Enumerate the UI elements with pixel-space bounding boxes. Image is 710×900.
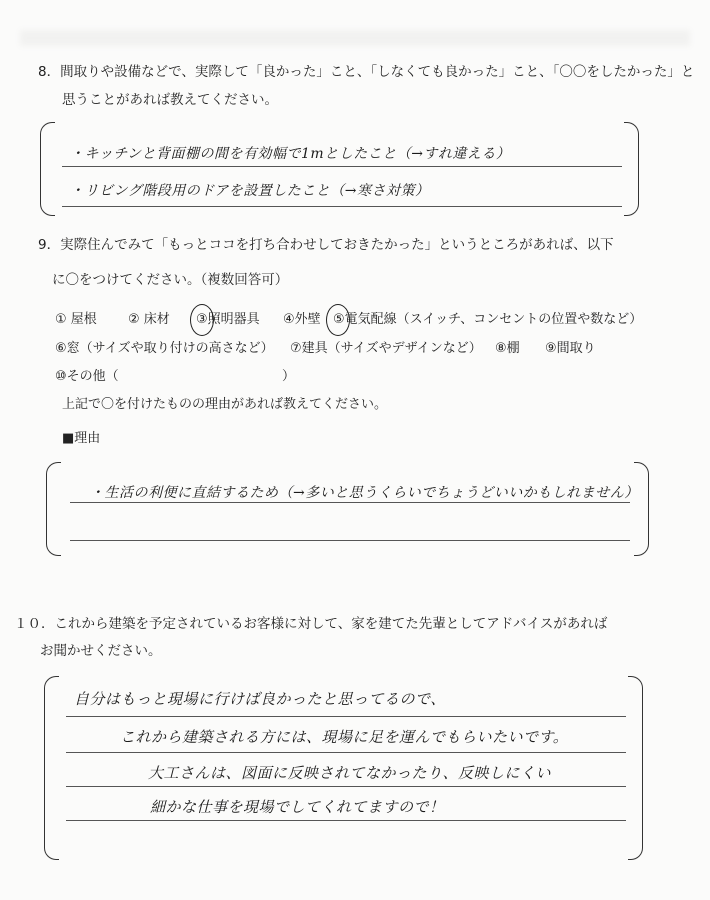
option-flooring: ② 床材 (128, 312, 170, 327)
option-window: ⑥窓（サイズや取り付けの高さなど） (55, 341, 274, 356)
option-shelf: ⑧棚 (495, 341, 520, 356)
q8-answer-bracket-left (40, 122, 55, 216)
q8-answer-line: ・リビング階段用のドアを設置したこと（→寒さ対策） (70, 183, 430, 199)
option-other-close: ） (282, 369, 296, 384)
q10-answer-rule (66, 752, 626, 753)
q10-answer-rule (66, 820, 626, 821)
q10-answer-line: これから建築される方には、現場に足を運んでもらいたいです。 (120, 728, 569, 746)
q9-text-line1: 9．実際住んでみて「もっとココを打ち合わせしておきたかった」というところがあれば、以下 (38, 237, 614, 253)
q9-reason-rule (70, 502, 630, 503)
q10-answer-bracket-right (628, 676, 643, 860)
option-fittings: ⑦建具（サイズやデザインなど） (290, 341, 482, 356)
scan-shadow (20, 30, 690, 46)
q10-answer-rule (66, 786, 626, 787)
q9-reason-prompt: 上記で〇を付けたものの理由があれば教えてください。 (62, 397, 388, 412)
option-roof: ① 屋根 (55, 312, 97, 327)
q10-text-line1: １０．これから建築を予定されているお客様に対して、家を建てた先輩としてアドバイスがあれば (14, 616, 608, 632)
option-floor-plan: ⑨間取り (545, 341, 596, 356)
q8-text-line1: 8．間取りや設備などで、実際して「良かった」こと、「しなくても良かった」こと、「〇〇をしたかった」と (38, 64, 695, 80)
q10-answer-line: 細かな仕事を現場でしてくれてますので！ (150, 798, 445, 816)
q9-text-line2: に〇をつけてください。（複数回答可） (52, 272, 289, 288)
q10-answer-bracket-left (44, 676, 59, 860)
q9-reason-bracket-right (634, 462, 649, 556)
q8-answer-rule (62, 206, 622, 207)
q9-reason-answer: ・生活の利便に直結するため（→多いと思うくらいでちょうどいいかもしれません） (90, 485, 639, 501)
q10-answer-rule (66, 716, 626, 717)
option-exterior-wall: ④外壁 (283, 312, 321, 327)
option-lighting: ③照明器具 (196, 312, 260, 327)
q8-text-line2: 思うことがあれば教えてください。 (62, 92, 278, 108)
option-other: ⑩その他（ (55, 369, 119, 384)
q10-answer-line: 大工さんは、図面に反映されてなかったり、反映しにくい (148, 764, 552, 782)
q8-answer-bracket-right (624, 122, 639, 216)
q9-reason-label: ■理由 (62, 431, 101, 446)
q10-answer-line: 自分はもっと現場に行けば良かったと思ってるので、 (74, 690, 446, 708)
q9-reason-rule (70, 540, 630, 541)
selected-circle-mark (326, 304, 350, 336)
q9-reason-bracket-left (46, 462, 61, 556)
selected-circle-mark (190, 304, 214, 336)
q10-text-line2: お聞かせください。 (40, 643, 162, 659)
option-electrical-wiring: ⑤電気配線（スイッチ、コンセントの位置や数など） (333, 312, 643, 327)
q8-answer-line: ・キッチンと背面棚の間を有効幅で1mとしたこと（→すれ違える） (70, 146, 511, 162)
q8-answer-rule (62, 166, 622, 167)
